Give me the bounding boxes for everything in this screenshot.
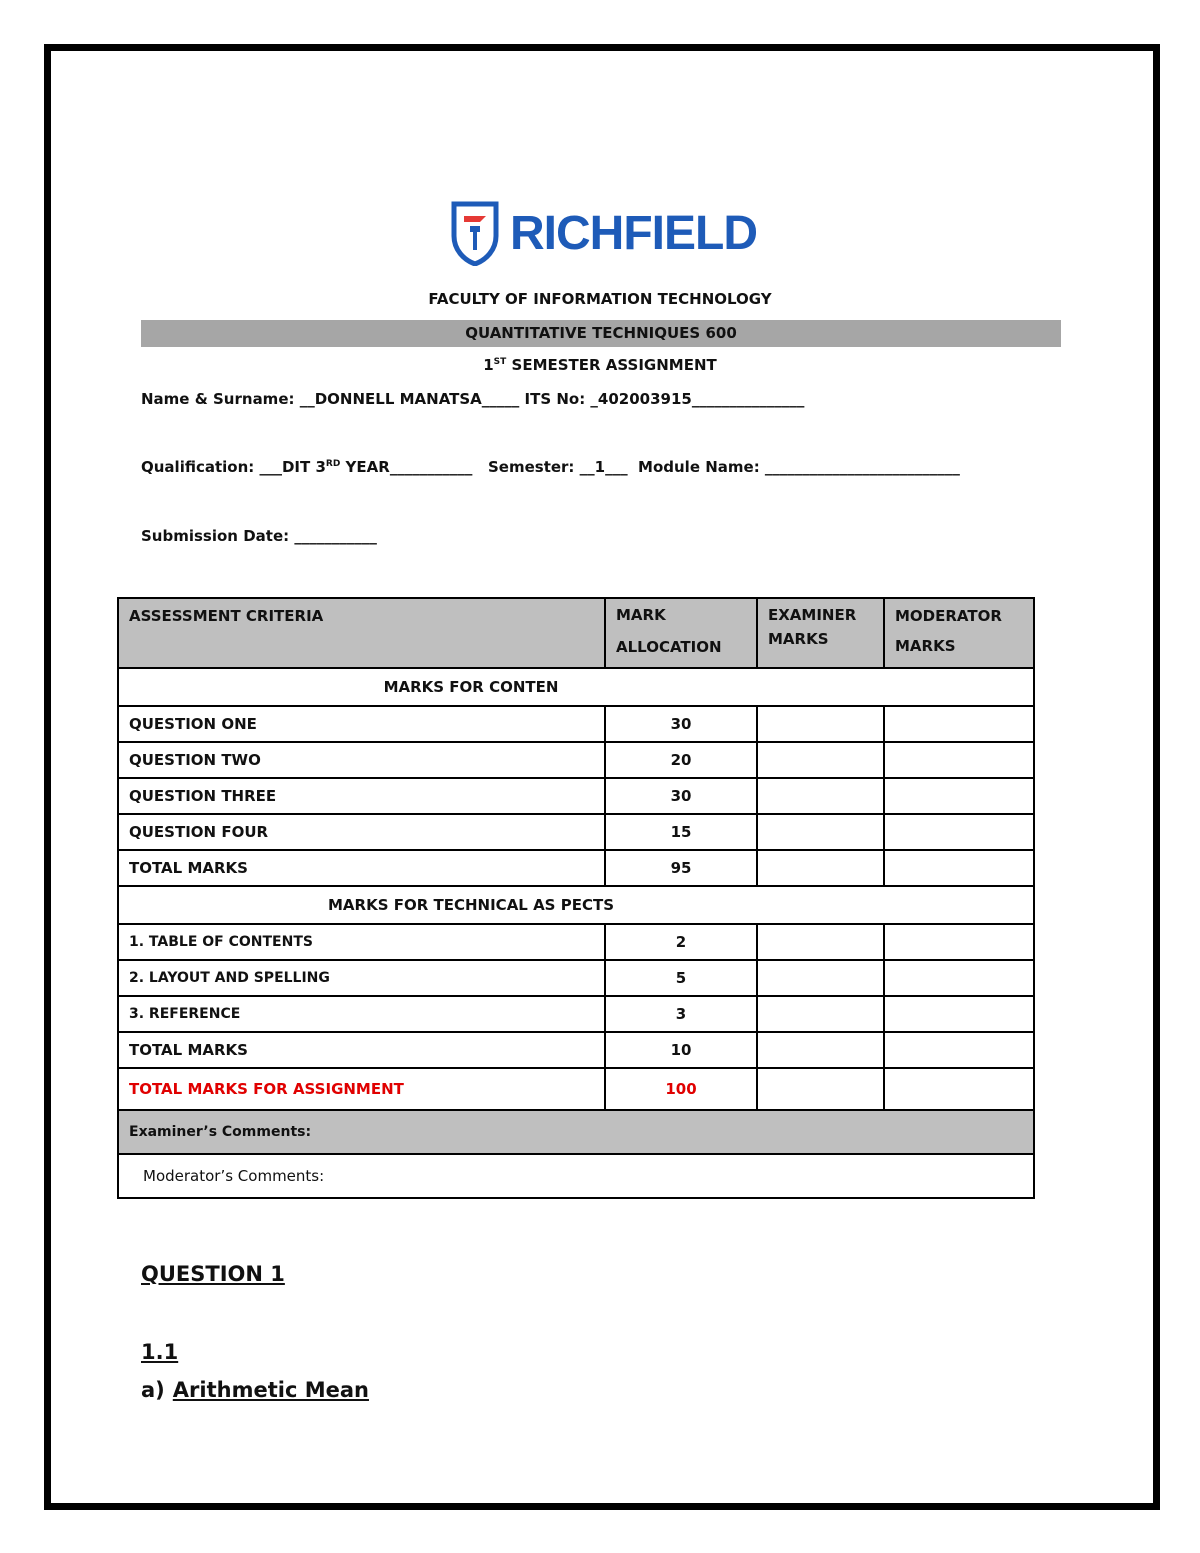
- item-title: Arithmetic Mean: [172, 1378, 369, 1402]
- row-mark: 95: [605, 850, 757, 886]
- examiner-mark-cell: [757, 850, 884, 886]
- examiner-mark-cell: [757, 1032, 884, 1068]
- qualification-suffix: YEAR___________ Semester: __1___ Module Name: __________________________: [340, 458, 960, 476]
- row-mark: 15: [605, 814, 757, 850]
- row-label: QUESTION TWO: [118, 742, 605, 778]
- examiner-mark-cell: [757, 1068, 884, 1110]
- row-label: QUESTION ONE: [118, 706, 605, 742]
- grand-total-label: TOTAL MARKS FOR ASSIGNMENT: [118, 1068, 605, 1110]
- row-mark: 5: [605, 960, 757, 996]
- moderator-mark-cell: [884, 742, 1034, 778]
- row-label: QUESTION THREE: [118, 778, 605, 814]
- examiner-comments-label: Examiner’s Comments:: [118, 1110, 1034, 1154]
- examiner-mark-cell: [757, 996, 884, 1032]
- table-row: [118, 850, 1034, 886]
- moderator-mark-cell: [884, 814, 1034, 850]
- semester-suffix: ST: [493, 357, 507, 367]
- semester-number: 1: [483, 356, 494, 374]
- grand-total-row: [118, 1068, 1034, 1110]
- examiner-comments-row: [118, 1110, 1034, 1154]
- table-row: [118, 996, 1034, 1032]
- item-heading: [141, 1378, 369, 1402]
- examiner-mark-cell: [757, 742, 884, 778]
- moderator-mark-cell: [884, 924, 1034, 960]
- moderator-mark-cell: [884, 960, 1034, 996]
- row-label: QUESTION FOUR: [118, 814, 605, 850]
- moderator-comments-row: [118, 1154, 1034, 1198]
- table-row: [118, 742, 1034, 778]
- submission-date-line: Submission Date: ___________: [141, 527, 377, 545]
- row-mark: 2: [605, 924, 757, 960]
- examiner-mark-cell: [757, 814, 884, 850]
- row-label: 3. REFERENCE: [118, 996, 605, 1032]
- row-mark: 3: [605, 996, 757, 1032]
- moderator-mark-cell: [884, 996, 1034, 1032]
- brand-name: RICHFIELD: [510, 207, 757, 260]
- grand-total-mark: 100: [605, 1068, 757, 1110]
- table-row: [118, 924, 1034, 960]
- row-mark: 10: [605, 1032, 757, 1068]
- content-section-title: MARKS FOR CONTEN: [118, 668, 1034, 706]
- sub-question-heading: 1.1: [141, 1340, 179, 1364]
- moderator-mark-cell: [884, 1032, 1034, 1068]
- semester-text: SEMESTER ASSIGNMENT: [511, 356, 717, 374]
- row-mark: 30: [605, 706, 757, 742]
- shield-icon: [450, 200, 500, 266]
- faculty-title: FACULTY OF INFORMATION TECHNOLOGY: [428, 290, 772, 308]
- table-row: [118, 778, 1034, 814]
- qualification-line: [141, 458, 960, 476]
- row-mark: 30: [605, 778, 757, 814]
- header-examiner-marks: EXAMINER MARKS: [757, 598, 884, 668]
- examiner-mark-cell: [757, 924, 884, 960]
- moderator-mark-cell: [884, 850, 1034, 886]
- richfield-logo: [450, 200, 757, 270]
- header-criteria: ASSESSMENT CRITERIA: [118, 598, 605, 668]
- section-row: [118, 886, 1034, 924]
- item-label: a): [141, 1378, 165, 1402]
- row-mark: 20: [605, 742, 757, 778]
- moderator-mark-cell: [884, 1068, 1034, 1110]
- examiner-mark-cell: [757, 960, 884, 996]
- module-title: QUANTITATIVE TECHNIQUES 600: [141, 320, 1061, 347]
- moderator-mark-cell: [884, 778, 1034, 814]
- question-heading: QUESTION 1: [141, 1262, 285, 1286]
- moderator-comments-label: Moderator’s Comments:: [118, 1154, 1034, 1198]
- header-mark-allocation: MARK ALLOCATION: [605, 598, 757, 668]
- name-its-line: Name & Surname: __DONNELL MANATSA_____ ITS No: _402003915_______________: [141, 390, 805, 408]
- row-label: TOTAL MARKS: [118, 1032, 605, 1068]
- technical-section-title: MARKS FOR TECHNICAL AS PECTS: [118, 886, 1034, 924]
- header-moderator-marks: MODERATOR MARKS: [884, 598, 1034, 668]
- examiner-mark-cell: [757, 778, 884, 814]
- moderator-mark-cell: [884, 706, 1034, 742]
- table-row: [118, 960, 1034, 996]
- assessment-table: [117, 597, 1035, 1199]
- examiner-mark-cell: [757, 706, 884, 742]
- section-row: [118, 668, 1034, 706]
- row-label: 2. LAYOUT AND SPELLING: [118, 960, 605, 996]
- semester-title: [0, 356, 1200, 374]
- row-label: TOTAL MARKS: [118, 850, 605, 886]
- table-row: [118, 1032, 1034, 1068]
- table-row: [118, 814, 1034, 850]
- qualification-sup: RD: [325, 459, 341, 469]
- table-header-row: [118, 598, 1034, 668]
- table-row: [118, 706, 1034, 742]
- qualification-prefix: Qualification: ___DIT 3: [141, 458, 326, 476]
- row-label: 1. TABLE OF CONTENTS: [118, 924, 605, 960]
